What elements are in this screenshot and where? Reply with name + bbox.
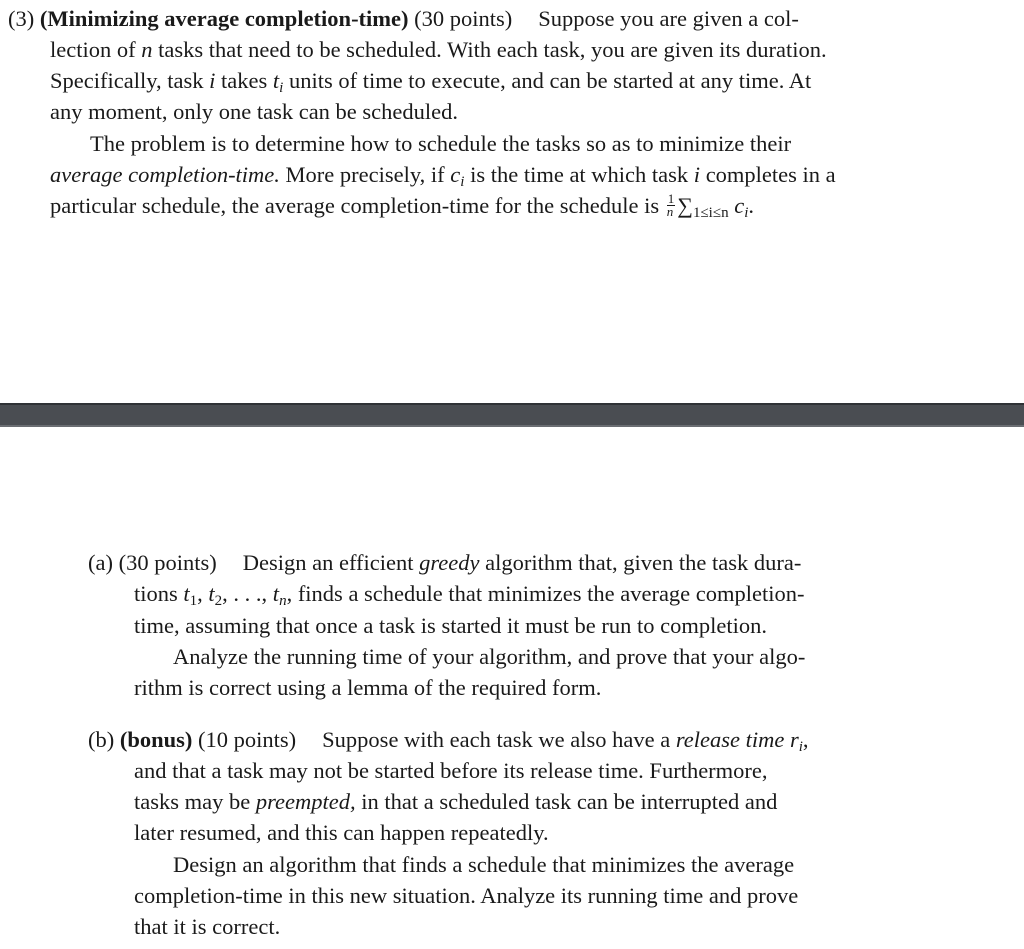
math-sub-i: i <box>279 80 284 96</box>
frac-numerator: 1 <box>667 191 675 206</box>
part-b-text-2: and that a task may not be started before its release time. Furthermore, <box>134 758 768 783</box>
math-n: n <box>141 37 153 62</box>
problem-line-5 <box>90 128 1006 159</box>
problem-line-2 <box>50 34 1006 65</box>
part-a-label: (a) <box>88 550 113 575</box>
problem-line-4 <box>50 96 1006 127</box>
intro-text-5: takes <box>221 68 268 93</box>
math-sub-i-3: i <box>744 205 749 221</box>
part-a-line-3 <box>134 610 968 641</box>
part-b-line-4 <box>134 817 968 848</box>
part-b-line-3 <box>134 786 968 817</box>
summation-symbol: ∑ <box>677 193 693 218</box>
part-b-label: (b) <box>88 727 115 752</box>
part-a-text-5: rithm is correct using a lemma of the required form. <box>134 675 602 700</box>
part-b-line-1 <box>88 724 968 755</box>
intro-text-6: units of time to execute, and can be started at any time. At <box>288 68 812 93</box>
math-t1 <box>183 581 198 609</box>
math-r-i <box>789 727 803 755</box>
math-tn <box>272 581 287 609</box>
math-t2-base: t <box>208 581 215 606</box>
subparts-section <box>0 430 1024 949</box>
prob-text-3: is the time at which task <box>470 162 689 187</box>
part-b-points: (10 points) <box>198 727 297 752</box>
summation-range: 1≤i≤n <box>692 205 729 221</box>
math-c-2: c <box>734 193 745 218</box>
math-c-i <box>450 162 465 190</box>
problem-points: (30 points) <box>414 6 513 31</box>
math-tn-sub: n <box>279 593 287 609</box>
part-a-text-4: Analyze the running time of your algorithm, and prove that your algo- <box>173 644 806 669</box>
frac-denominator: n <box>666 204 674 219</box>
part-b-line-7 <box>134 911 968 942</box>
math-tn-base: t <box>272 581 280 606</box>
math-sum-c-i <box>734 193 749 221</box>
problem-number: (3) <box>8 6 35 31</box>
math-t1-sub: 1 <box>189 593 198 609</box>
math-t2-sub: 2 <box>214 593 223 609</box>
math-r: r <box>789 727 799 752</box>
intro-text-4: Specifically, task <box>50 68 204 93</box>
problem-title: (Minimizing average completion-time) <box>39 6 409 31</box>
part-a-line-4 <box>173 641 968 672</box>
math-t: t <box>272 68 280 93</box>
math-i-2: i <box>693 162 701 187</box>
part-a-text-1b: algorithm that, given the task dura- <box>485 550 802 575</box>
math-c: c <box>450 162 461 187</box>
part-a-text-2b: , finds a schedule that minimizes the average completion- <box>286 581 805 606</box>
math-ellipsis: , . . ., <box>222 581 268 606</box>
prob-text-5: particular schedule, the average completion-time for the schedule is <box>50 193 660 218</box>
intro-text-3: tasks that need to be scheduled. With each task, you are given its duration. <box>158 37 827 62</box>
part-b-line-2 <box>134 755 968 786</box>
intro-text-1: Suppose you are given a col- <box>538 6 799 31</box>
prob-emphasis: average completion-time. <box>50 162 280 187</box>
part-b-release-time: release time <box>675 727 785 752</box>
part-a-points: (30 points) <box>118 550 217 575</box>
part-b-text-1a: Suppose with each task we also have a <box>322 727 671 752</box>
part-a-greedy: greedy <box>419 550 480 575</box>
part-b-line-6 <box>134 880 968 911</box>
problem-line-7 <box>50 190 1006 221</box>
part-a-text-3: time, assuming that once a task is started it must be run to completion. <box>134 613 768 638</box>
fraction-one-over-n <box>667 193 676 218</box>
problem-line-6 <box>50 159 1006 190</box>
math-r-sub: i <box>798 739 803 755</box>
math-sub-i-2: i <box>460 174 465 190</box>
part-b-text-6: completion-time in this new situation. Analyze its running time and prove <box>134 883 799 908</box>
problem-line-3 <box>50 65 1006 96</box>
part-b-text-5: Design an algorithm that finds a schedule that minimizes the average <box>173 852 795 877</box>
part-b-bonus: (bonus) <box>119 727 193 752</box>
part-a-text-2a: tions <box>134 581 178 606</box>
part-b-text-4: later resumed, and this can happen repeatedly. <box>134 820 549 845</box>
part-b-text-7: that it is correct. <box>134 914 281 939</box>
part-a-text-1a: Design an efficient <box>242 550 414 575</box>
prob-text-4: completes in a <box>705 162 836 187</box>
part-b-comma: , <box>802 727 809 752</box>
part-a-line-2: tions $t_1$, $t_2$, . . ., $t_n$, finds a schedule that minimizes the average completion- <box>134 581 805 609</box>
intro-text-7: any moment, only one task can be scheduled. <box>50 99 459 124</box>
part-b-line-5 <box>173 849 968 880</box>
prob-text-1: The problem is to determine how to schedule the tasks so as to minimize their <box>90 131 792 156</box>
part-b-text-3b: in that a scheduled task can be interrupted and <box>361 789 778 814</box>
problem-statement-section <box>0 0 1024 400</box>
part-a-line-5 <box>134 672 968 703</box>
math-i: i <box>209 68 216 93</box>
sum-period: . <box>748 193 755 218</box>
intro-text-2: lection of <box>50 37 136 62</box>
math-t2 <box>208 581 223 609</box>
part-b-text-3a: tasks may be <box>134 789 251 814</box>
math-t-i <box>272 68 284 96</box>
problem-line-1 <box>8 3 1006 34</box>
prob-text-2: More precisely, if <box>285 162 445 187</box>
part-b-preempted: preempted, <box>255 789 356 814</box>
math-t1-base: t <box>183 581 190 606</box>
page-divider-bar <box>0 403 1024 427</box>
part-a-line-1 <box>88 547 968 578</box>
